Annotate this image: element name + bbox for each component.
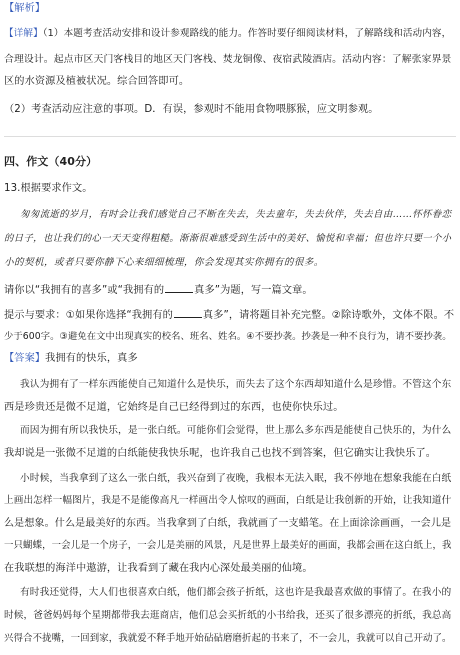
- detail-line-2: 合理设计。起点市区天门客栈目的地区天门客栈、焚龙铜像、夜宿武陵酒店。活动内容：了解张家界景: [4, 54, 452, 65]
- prompt-line-1: 匆匆流逝的岁月，有时会让我们感觉自己不断在失去，失去童年，失去伙伴，失去自由……怀怀眷恋: [20, 209, 452, 220]
- answer-title: 我拥有的快乐，真多: [45, 353, 138, 364]
- essay-line-9: 在我联想的海洋中遨游，让我看到了藏在我内心深处最美丽的仙境。: [4, 563, 313, 574]
- section-title: 四、作文（40分）: [4, 155, 98, 168]
- title-blank: [165, 283, 193, 293]
- essay-line-7: 么是想象。什么是最美好的东西。当我拿到了白纸，我就画了一支蜡笔。在上面涂涂画画，一会儿是: [4, 518, 452, 529]
- tips-line-2: 少于600字。③避免在文中出现真实的校名、班名、姓名。④不要抄袭。抄袭是一种不良行为，请不要抄袭。: [4, 331, 452, 342]
- detail-line-3: 区的水资源及植被状况。综合回答即可。: [4, 76, 190, 87]
- essay-line-1: 我认为拥有了一样东西能使自己知道什么是快乐，而失去了这个东西却知道什么是珍惜。不管这个东: [20, 379, 452, 390]
- question-13: 13.根据要求作文。: [4, 183, 93, 194]
- essay-line-10: 有时我还觉得，大人们也很喜欢白纸，他们都会孩子折纸，这也许是我最喜欢做的事情了。在我小的: [20, 587, 452, 598]
- detail-text-1: （1）本题考查活动安排和设计参观路线的能力。作答时要仔细阅读材料，了解路线和活动内容，: [42, 28, 452, 39]
- section-divider: [4, 136, 456, 137]
- essay-line-6: 上画出怎样一幅图片，我是不是能像高凡一样画出令人惊叹的画面，白纸是让我创新的开始，让我知道什: [4, 495, 452, 506]
- instruction-part-1: 请你以“我拥有的喜多”或“我拥有的: [4, 285, 165, 296]
- tips-line-1: [4, 308, 454, 323]
- essay-line-12: 兴得合不拢嘴，一回到家，我就爱不释手地开始砧砧磨磨折起的书来了，不一会儿，我就可以自己开动了。: [4, 633, 452, 644]
- tips-blank: [174, 308, 202, 318]
- prompt-line-3: 小的契机，或者只要你静下心来细细梳理，你会发现其实你拥有的很多。: [4, 257, 324, 268]
- detail-line-4: （2）考查活动应注意的事项。D．有误，参观时不能用食物喂豚猴，应文明参观。: [4, 104, 379, 115]
- detail-tag: 【详解】: [4, 28, 43, 39]
- essay-line-4: 我却说是一张微不足道的白纸能使我快乐呢，也许我自己也找不到答案，但它确实让我快乐了。: [4, 448, 437, 459]
- answer-tag: 【答案】: [4, 353, 46, 364]
- essay-line-2: 西是珍贵还是微不足道，它始终是自己已经得到过的东西，也使你快乐过。: [4, 402, 344, 413]
- essay-line-3: 而因为拥有所以我快乐，是一张白纸。可能你们会觉得，世上那么多东西是能使自己快乐的，为什么: [20, 425, 452, 436]
- detail-line-1: [4, 27, 451, 41]
- prompt-line-2: 的日子，也让我们的心一天天变得粗糙。渐渐很难感受到生活中的美好、愉悦和幸福；但也许只要一个小: [4, 233, 452, 244]
- instruction-line: [4, 283, 313, 298]
- answer-line: [4, 352, 138, 366]
- tips-part-2: 真多”，请将题目补充完整。②除诗歌外，文体不限。不: [202, 310, 455, 321]
- essay-line-5: 小时候，当我拿到了这么一张白纸，我兴奋到了夜晚，我根本无法入眠，我不停地在想象我能在白纸: [20, 473, 452, 484]
- instruction-part-2: 真多”为题，写一篇文章。: [194, 285, 313, 296]
- essay-line-8: 一只蝴蝶，一会儿是一个房子，一会儿是美丽的风景，凡是世界上最美好的画面，我都会画在这白纸上，我: [4, 540, 452, 551]
- analysis-tag: 【解析】: [4, 3, 46, 14]
- tips-part-1: 提示与要求：①如果你选择“我拥有的: [4, 310, 173, 321]
- essay-line-11: 时候，爸爸妈妈每个星期都带我去逛商店，他们总会买折纸的小书给我，还买了很多漂亮的折纸，我总高: [4, 610, 452, 621]
